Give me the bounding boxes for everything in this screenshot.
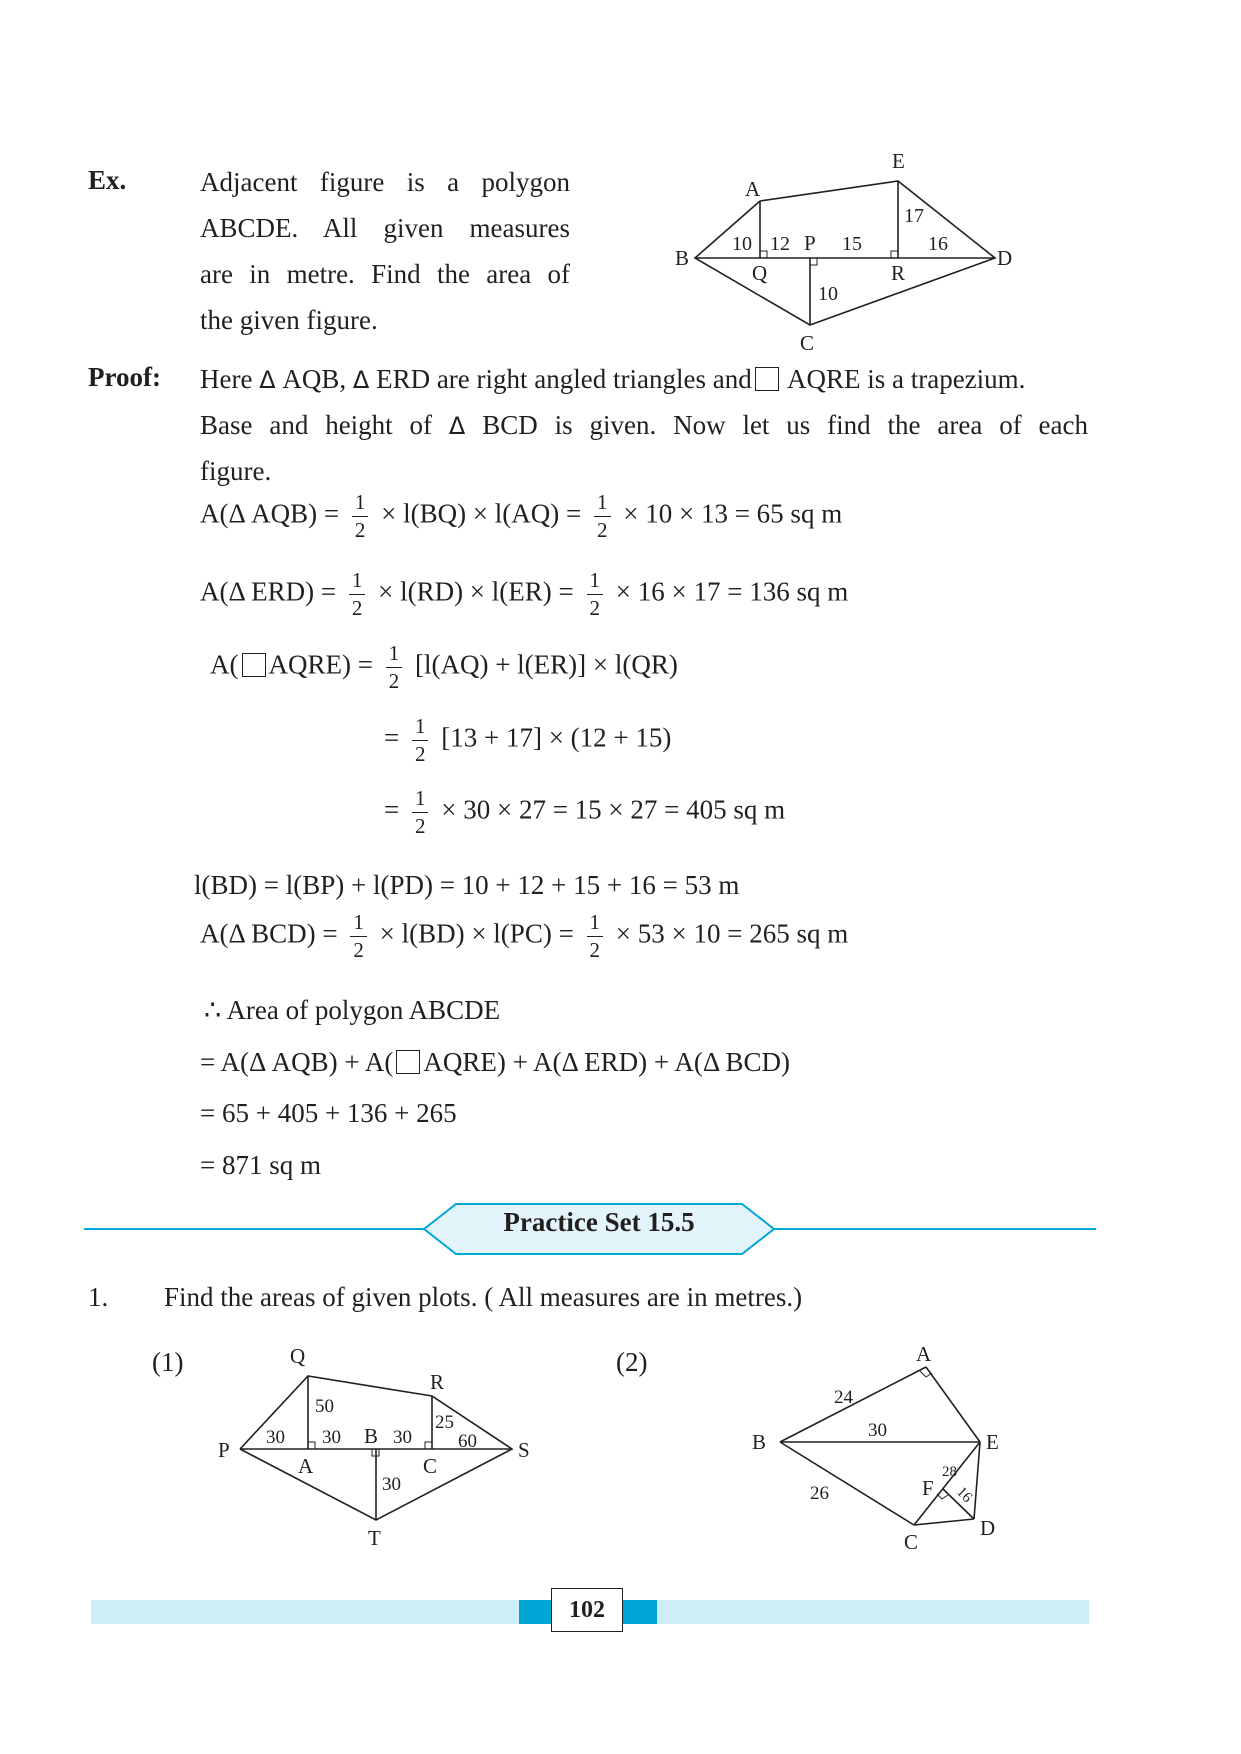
- quadrilateral-symbol: [242, 653, 266, 677]
- practice-set-title: Practice Set 15.5: [503, 1207, 695, 1237]
- eq-lhs: AQRE) =: [268, 649, 373, 680]
- example-line: the given figure.: [200, 305, 378, 335]
- equation-area-aqb: [200, 492, 842, 541]
- eq-mid: × l(BQ) × l(AQ) =: [381, 498, 582, 529]
- vertex-c: C: [423, 1454, 438, 1478]
- vertex-r: R: [430, 1370, 445, 1394]
- vertex-c: C: [904, 1530, 919, 1554]
- example-label: Ex.: [88, 165, 127, 195]
- measure-label: 30: [266, 1427, 285, 1448]
- measure-label: 26: [810, 1483, 829, 1504]
- triangle-symbol: Δ: [352, 366, 370, 394]
- vertex-b: B: [752, 1430, 767, 1454]
- vertex-a: A: [916, 1342, 932, 1366]
- vertex-a: A: [298, 1454, 314, 1478]
- fraction-num: 1: [350, 912, 367, 937]
- example-line: Adjacent figure is a polygon: [200, 167, 570, 197]
- eq-sign: =: [384, 794, 400, 825]
- vertex-c: C: [800, 331, 815, 355]
- measure-label: 30: [868, 1420, 887, 1441]
- eq-rhs: × 10 × 13 = 65 sq m: [623, 498, 843, 529]
- fraction-den: 2: [354, 518, 366, 542]
- text-span: AQRE is a trapezium.: [786, 364, 1026, 394]
- vertex-p: P: [804, 231, 816, 255]
- fraction: [412, 788, 429, 837]
- measure-label: 30: [322, 1427, 341, 1448]
- text-span: AQRE) + A(Δ ERD) + A(Δ BCD): [423, 1047, 791, 1077]
- eq-mid: × l(RD) × l(ER) =: [378, 576, 574, 607]
- example-line: are in metre. Find the area of: [200, 259, 570, 289]
- proof-line-2: [200, 402, 1088, 449]
- fraction-den: 2: [353, 938, 364, 962]
- fraction-den: 2: [589, 938, 601, 962]
- vertex-e: E: [892, 149, 905, 173]
- fraction-num: 1: [587, 570, 604, 595]
- vertex-b: B: [675, 246, 690, 270]
- therefore-line: ∴ Area of polygon ABCDE: [204, 995, 501, 1025]
- measure-label: 28: [942, 1464, 957, 1480]
- measure-label: 30: [382, 1474, 401, 1495]
- plot-1-figure: [210, 1335, 550, 1555]
- vertex-q: Q: [752, 261, 768, 285]
- measure-label: 15: [842, 233, 862, 255]
- page-number: 102: [551, 1588, 623, 1632]
- proof-line-1: [200, 356, 1025, 403]
- triangle-symbol: Δ: [448, 412, 466, 440]
- quadrilateral-symbol: [396, 1050, 420, 1074]
- text-span: ERD are right angled triangles and: [376, 364, 752, 394]
- sum-line-2: = 65 + 405 + 136 + 265: [200, 1098, 457, 1128]
- equation-length-bd: l(BD) = l(BP) + l(PD) = 10 + 12 + 15 + 16 = 53 m: [194, 870, 740, 900]
- vertex-f: F: [922, 1476, 934, 1500]
- figure-1-label: (1): [152, 1347, 184, 1377]
- measure-label: 25: [435, 1412, 454, 1433]
- vertex-s: S: [518, 1438, 530, 1462]
- text-span: Base and height of: [200, 410, 433, 440]
- fraction-num: 1: [412, 788, 429, 813]
- quadrilateral-symbol: [755, 367, 779, 391]
- fraction-den: 2: [414, 814, 426, 838]
- eq-rhs: [13 + 17] × (12 + 15): [441, 722, 672, 753]
- fraction-num: 1: [349, 570, 366, 595]
- vertex-q: Q: [290, 1344, 306, 1368]
- equation-step-2: [384, 788, 785, 837]
- question-number: 1.: [88, 1282, 109, 1312]
- equation-step-1: [384, 716, 671, 765]
- fraction: [594, 492, 611, 541]
- fraction: [386, 643, 403, 692]
- eq-sign: =: [384, 722, 400, 753]
- eq-lhs: A(Δ BCD) =: [200, 918, 338, 949]
- measure-label: 10: [818, 283, 838, 305]
- measure-label: 16: [928, 233, 948, 255]
- eq-lhs: A(Δ ERD) =: [200, 576, 337, 607]
- fraction-den: 2: [388, 669, 400, 693]
- text-span: AQB,: [282, 364, 347, 394]
- polygon-abcde-figure: [670, 140, 1030, 360]
- eq-mid: × l(BD) × l(PC) =: [379, 918, 574, 949]
- measure-label: 10: [732, 233, 752, 255]
- eq-rhs: × 30 × 27 = 15 × 27 = 405 sq m: [441, 794, 786, 825]
- text-span: = A(Δ AQB) + A(: [200, 1047, 394, 1077]
- measure-label: 30: [393, 1427, 412, 1448]
- equation-area-erd: [200, 570, 848, 619]
- eq-lhs: A(: [210, 649, 239, 680]
- triangle-symbol: Δ: [259, 366, 276, 394]
- equation-area-bcd: [200, 912, 848, 961]
- measure-label: 16: [953, 1484, 976, 1506]
- fraction: [349, 570, 366, 619]
- measure-label: 60: [458, 1431, 477, 1452]
- text-span: BCD is given. Now let us find the area of each: [482, 410, 1089, 440]
- vertex-d: D: [997, 246, 1013, 270]
- fraction: [350, 912, 367, 961]
- fraction-num: 1: [587, 912, 604, 937]
- plot-2-figure: [740, 1325, 1040, 1565]
- vertex-p: P: [218, 1438, 230, 1462]
- fraction-num: 1: [412, 716, 429, 741]
- vertex-r: R: [891, 261, 906, 285]
- proof-label: Proof:: [88, 362, 161, 392]
- text-span: Here: [200, 364, 253, 394]
- fraction-num: 1: [594, 492, 611, 517]
- example-text: [200, 159, 570, 343]
- measure-label: 50: [315, 1396, 334, 1417]
- vertex-a: A: [745, 177, 761, 201]
- fraction-den: 2: [351, 596, 363, 620]
- measure-label: 17: [904, 205, 924, 227]
- fraction: [412, 716, 429, 765]
- fraction-num: 1: [352, 492, 369, 517]
- vertex-d: D: [980, 1516, 996, 1540]
- fraction: [352, 492, 369, 541]
- measure-label: 12: [770, 233, 790, 255]
- fraction: [587, 912, 604, 961]
- example-line: ABCDE. All given measures: [200, 213, 570, 243]
- fraction-den: 2: [597, 518, 608, 542]
- fraction-num: 1: [386, 643, 403, 668]
- sum-line-3: = 871 sq m: [200, 1150, 321, 1180]
- question-text: Find the areas of given plots. ( All measures are in metres.): [164, 1282, 803, 1312]
- equation-area-aqre: [210, 643, 678, 692]
- vertex-e: E: [986, 1430, 999, 1454]
- vertex-b: B: [364, 1424, 379, 1448]
- vertex-t: T: [368, 1526, 381, 1550]
- measure-label: 24: [834, 1387, 853, 1408]
- fraction-den: 2: [414, 742, 426, 766]
- fraction-den: 2: [589, 596, 601, 620]
- eq-rhs: × 53 × 10 = 265 sq m: [615, 918, 849, 949]
- eq-rhs: × 16 × 17 = 136 sq m: [615, 576, 849, 607]
- sum-line-1: [200, 1047, 790, 1078]
- fraction: [587, 570, 604, 619]
- eq-lhs: A(Δ AQB) =: [200, 498, 340, 529]
- figure-2-label: (2): [616, 1347, 648, 1377]
- eq-rhs: [l(AQ) + l(ER)] × l(QR): [414, 649, 678, 680]
- proof-line-3: figure.: [200, 456, 272, 486]
